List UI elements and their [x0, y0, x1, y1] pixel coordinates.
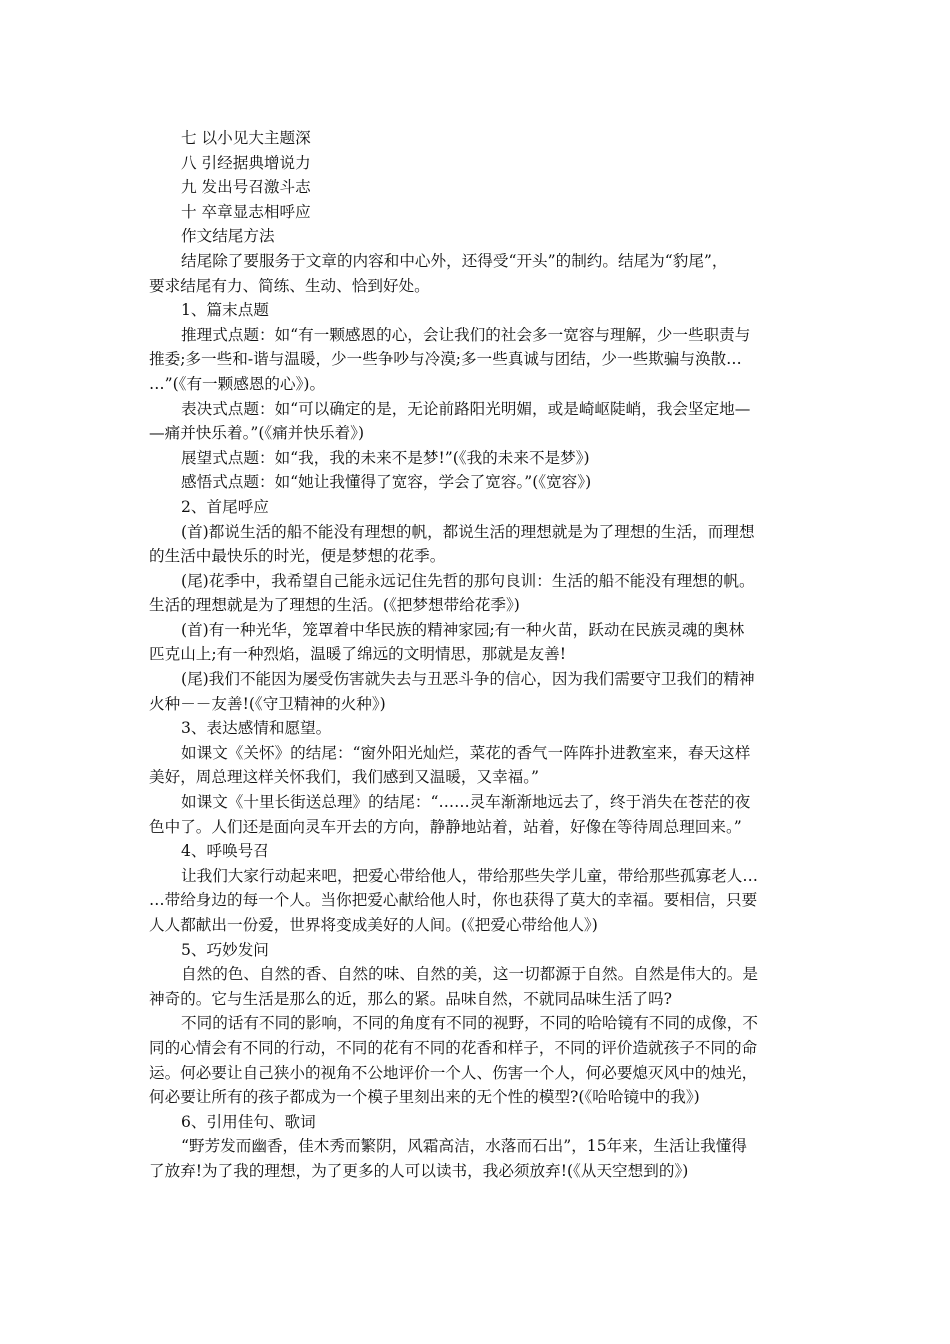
- paragraph-line: (尾)我们不能因为屡受伤害就失去与丑恶斗争的信心，因为我们需要守卫我们的精神: [181, 670, 755, 689]
- paragraph-line: 同的心情会有不同的行动，不同的花有不同的花香和样子，不同的评价造就孩子不同的命: [149, 1038, 758, 1057]
- paragraph-line: 让我们大家行动起来吧，把爱心带给他人，带给那些失学儿童，带给那些孤寡老人…: [181, 866, 758, 885]
- paragraph-line: 感悟式点题：如“她让我懂得了宽容，学会了宽容。”(《宽容》): [181, 473, 592, 492]
- paragraph-line: 表决式点题：如“可以确定的是，无论前路阳光明媚，或是崎岖陡峭，我会坚定地—: [181, 399, 751, 418]
- paragraph-line: 色中了。人们还是面向灵车开去的方向，静静地站着，站着，好像在等待周总理回来。”: [149, 817, 742, 836]
- paragraph-line: “野芳发而幽香，佳木秀而繁阴，风霜高洁，水落而石出”，15年来，生活让我懂得: [181, 1137, 747, 1156]
- paragraph-line: 推委;多一些和-谐与温暖，少一些争吵与冷漠;多一些真诚与团结，少一些欺骗与涣散…: [149, 350, 742, 369]
- section-heading: 3、表达感情和愿望。: [181, 719, 332, 738]
- paragraph-line: 神奇的。它与生活是那么的近，那么的紧。品味自然，不就同品味生活了吗?: [149, 989, 672, 1008]
- paragraph-line: 的生活中最快乐的时光，便是梦想的花季。: [149, 547, 446, 566]
- paragraph-line: 火种－－友善!(《守卫精神的火种》): [149, 694, 386, 713]
- paragraph-line: …带给身边的每一个人。当你把爱心献给他人时，你也获得了莫大的幸福。要相信，只要: [149, 891, 758, 910]
- section-heading: 4、呼唤号召: [181, 842, 269, 861]
- paragraph-line: (首)有一种光华，笼罩着中华民族的精神家园;有一种火苗，跃动在民族灵魂的奥林: [181, 620, 745, 639]
- paragraph-line: …”(《有一颗感恩的心》)。: [149, 374, 326, 393]
- paragraph-line: 如课文《关怀》的结尾：“窗外阳光灿烂，菜花的香气一阵阵扑进教室来，春天这样: [181, 743, 751, 762]
- paragraph-line: 自然的色、自然的香、自然的味、自然的美，这一切都源于自然。自然是伟大的。是: [181, 965, 758, 984]
- paragraph-line: 匹克山上;有一种烈焰，温暖了绵远的文明情思，那就是友善!: [149, 645, 566, 664]
- paragraph-line: (尾)花季中，我希望自己能永远记住先哲的那句良训：生活的船不能没有理想的帆。: [181, 571, 755, 590]
- section-heading: 作文结尾方法: [181, 227, 275, 246]
- paragraph-line: 如课文《十里长街送总理》的结尾：“……灵车渐渐地远去了，终于消失在苍茫的夜: [181, 793, 751, 812]
- list-item: 九 发出号召激斗志: [181, 178, 311, 197]
- document-page: [149, 126, 809, 1184]
- paragraph-line: (首)都说生活的船不能没有理想的帆，都说生活的理想就是为了理想的生活，而理想: [181, 522, 755, 541]
- paragraph-line: 生活的理想就是为了理想的生活。(《把梦想带给花季》): [149, 596, 520, 615]
- section-heading: 5、巧妙发问: [181, 940, 269, 959]
- paragraph-line: 结尾除了要服务于文章的内容和中心外，还得受“开头”的制约。结尾为“豹尾”，: [181, 251, 728, 270]
- section-heading: 2、首尾呼应: [181, 497, 269, 516]
- list-item: 十 卒章显志相呼应: [181, 202, 311, 221]
- paragraph-line: 人人都献出一份爱，世界将变成美好的人间。(《把爱心带给他人》): [149, 916, 598, 934]
- paragraph-line: 何必要让所有的孩子都成为一个模子里刻出来的无个性的模型?(《哈哈镜中的我》): [149, 1088, 700, 1107]
- list-item: 八 引经据典增说力: [181, 153, 311, 172]
- paragraph-line: 要求结尾有力、简练、生动、恰到好处。: [149, 276, 430, 295]
- list-item: 七 以小见大主题深: [181, 129, 311, 147]
- paragraph-line: 美好，周总理这样关怀我们，我们感到又温暖，又幸福。”: [149, 768, 540, 787]
- paragraph-line: 推理式点题：如“有一颗感恩的心，会让我们的社会多一宽容与理解，少一些职责与: [181, 325, 751, 344]
- paragraph-line: 了放弃!为了我的理想，为了更多的人可以读书，我必须放弃!(《从天空想到的》): [149, 1161, 689, 1180]
- section-heading: 6、引用佳句、歌词: [181, 1112, 316, 1131]
- paragraph-line: 运。何必要让自己狭小的视角不公地评价一个人、伤害一个人，何必要熄灭风中的烛光，: [149, 1063, 758, 1082]
- section-heading: 1、篇末点题: [181, 301, 269, 320]
- paragraph-line: 展望式点题：如“我，我的未来不是梦!”(《我的未来不是梦》): [181, 448, 590, 467]
- paragraph-line: —痛并快乐着。”(《痛并快乐着》): [149, 424, 365, 443]
- paragraph-line: 不同的话有不同的影响，不同的角度有不同的视野，不同的哈哈镜有不同的成像，不: [181, 1014, 758, 1033]
